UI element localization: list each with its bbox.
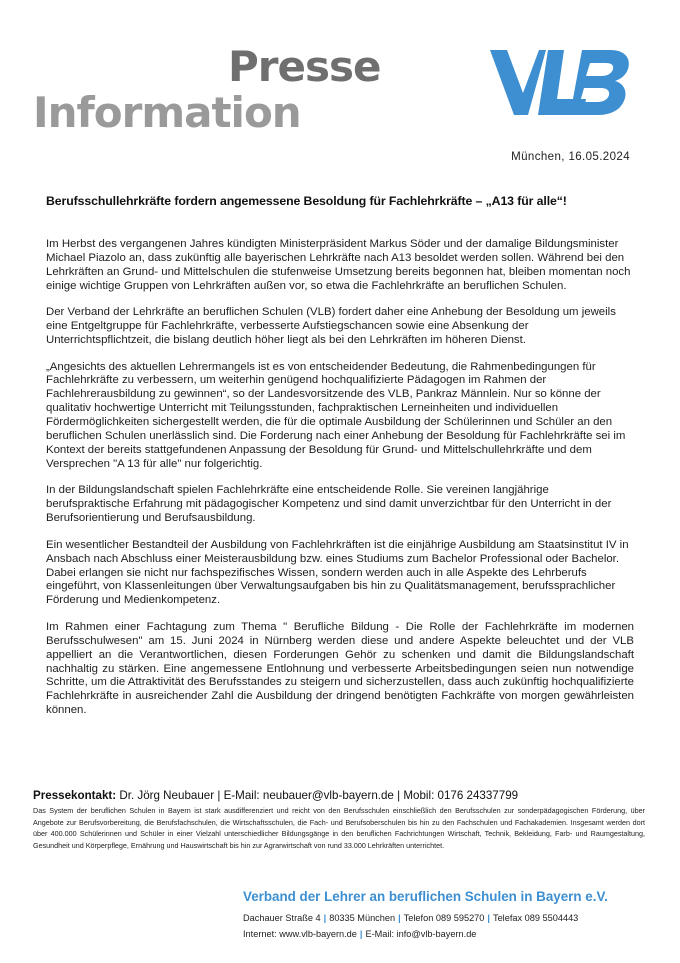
- contact-email[interactable]: E-Mail: neubauer@vlb-bayern.de: [223, 789, 394, 802]
- footer-org-name: Verband der Lehrer an beruflichen Schulen in Bayern e.V.: [243, 889, 608, 904]
- headline: Berufsschullehrkräfte fordern angemessene Besoldung für Fachlehrkräfte – „A13 für alle“!: [46, 194, 567, 208]
- footer-website[interactable]: Internet: www.vlb-bayern.de: [243, 929, 357, 939]
- contact-name: Dr. Jörg Neubauer: [119, 789, 215, 802]
- footer-fax: Telefax 089 5504443: [492, 913, 579, 923]
- paragraph-6: Im Rahmen einer Fachtagung zum Thema " Berufliche Bildung - Die Rolle der Fachlehrkräfte im modernen Berufsschulwesen" am 15. Juni 2024 in Nürnberg werden diese und andere Aspekte beleuchtet und der VLB appelliert an die Verantwortlichen, diesen Forderungen Gehör zu schenken und damit die Bildungslandschaft nachhaltig zu stärken. Eine angemessene Entlohnung und verbesserte Arbeitsbedingungen seien nun notwendige Schritte, um die Attraktivität des Berufsstandes zu steigern und sicherzustellen, dass auch zukünftig hochqualifizierte Fachlehrkräfte in ausreichender Zahl die Ausbildung der dringend benötigten Fachkräfte von morgen gewährleisten können.: [46, 620, 634, 717]
- press-contact: [33, 789, 645, 802]
- contact-separator: |: [397, 789, 404, 802]
- paragraph-1: Im Herbst des vergangenen Jahres kündigten Ministerpräsident Markus Söder und der damalige Bildungsminister Michael Piazolo an, dass zukünftig alle bayerischen Lehrkräfte nach A13 besoldet werden sollen. Während bei den Lehrkräften an Grund- und Mittelschulen die stufenweise Umsetzung bereits begonnen hat, bleiben momentan noch einige wichtige Gruppen von Lehrkräften außen vor, so etwa die Fachlehrkräfte an beruflichen Schulen.: [46, 238, 631, 292]
- footer-address-line: [243, 913, 578, 923]
- footer-separator: |: [323, 913, 327, 923]
- paragraph-4: In der Bildungslandschaft spielen Fachlehrkräfte eine entscheidende Rolle. Sie vereinen langjährige berufspraktische Erfahrung mit pädagogischer Kompetenz und sind damit unverzichtbar für den Unterricht in der Berufsorientierung und Berufsausbildung.: [46, 484, 612, 525]
- body-text: [46, 238, 634, 731]
- footer-separator: |: [359, 929, 363, 939]
- footer-street: Dachauer Straße 4: [243, 913, 321, 923]
- footer-email[interactable]: E-Mail: info@vlb-bayern.de: [365, 929, 477, 939]
- footer-separator: |: [487, 913, 490, 923]
- header-presse: Presse: [228, 42, 381, 91]
- footer-phone: Telefon 089 595270: [403, 913, 485, 923]
- organization-description: Das System der beruflichen Schulen in Bayern ist stark ausdifferenziert und reicht von den Berufsschulen einschließlich den Berufsschulen zur sonderpädagogischen Förderung, über Angebote zur Berufsvorbereitung, die Berufsfachschulen, die Wirtschaftsschulen, die Fach- und Berufsoberschulen bis hin zu den Fachschulen und Fachakademien. Insgesamt werden dort über 400.000 Schülerinnen und Schüler in einer Vielzahl unterschiedlicher Bildungsgänge in den beruflichen Fachrichtungen Wirtschaft, Technik, Bekleidung, Farb- und Raumgestaltung, Gesundheit und Körperpflege, Ernährung und Hauswirtschaft bis hin zur Agrarwirtschaft von rund 33.000 Lehrkräften unterrichtet.: [33, 806, 645, 850]
- footer-separator: |: [398, 913, 401, 923]
- paragraph-5: Ein wesentlicher Bestandteil der Ausbildung von Fachlehrkräften ist die einjährige Ausbildung am Staatsinstitut IV in Ansbach nach Abschluss einer Meisterausbildung bzw. eines Studiums zum Bachelor Professional oder Bachelor. Dabei erlangen sie nicht nur fachspezifisches Wissen, sondern werden auch in alle Aspekte des Lehrberufs eingeführt, von Klassenleitungen über Verwaltungsaufgaben bis hin zu Qualitätsmanagement, berufssprachlicher Förderung und Medienkompetenz.: [46, 538, 629, 607]
- footer-web-line: [243, 929, 476, 939]
- contact-label: Pressekontakt:: [33, 789, 117, 802]
- vlb-logo: [490, 50, 630, 115]
- paragraph-3: „Angesichts des aktuellen Lehrermangels ist es von entscheidender Bedeutung, die Rahmenbedingungen für Fachlehrkräfte zu verbessern, um weiterhin genügend hochqualifizierte Pädagogen im Rahmen der Fachlehrerausbildung zu gewinnen“, so der Landesvorsitzende des VLB, Pankraz Männlein. Nur so könne der qualitativ hochwertige Unterricht mit Teilungsstunden, fachpraktischen Lerneinheiten und individuellen Fördermöglichkeiten sichergestellt werden, die für die optimale Ausbildung der Schülerinnen und Schüler an den beruflichen Schulen unerlässlich sind. Die Forderung nach einer Anhebung der Besoldung für Fachlehrkräfte sei im Kontext der bereits stattgefundenen Anpassung der Besoldung für Grund- und Mittelschullehrkräfte und dem Versprechen "A 13 für alle" nur folgerichtig.: [46, 360, 626, 470]
- release-date: München, 16.05.2024: [511, 151, 630, 163]
- contact-mobile: Mobil: 0176 24337799: [403, 789, 519, 802]
- paragraph-2: Der Verband der Lehrkräfte an beruflichen Schulen (VLB) fordert daher eine Anhebung der Besoldung um jeweils eine Entgeltgruppe für Fachlehrkräfte, verbesserte Aufstiegschancen sowie eine Absenkung der Unterrichtspflichtzeit, die bislang deutlich höher liegt als bei den Lehrkräften im höheren Dienst.: [46, 306, 616, 347]
- header-information: Information: [33, 88, 301, 137]
- footer-city: 80335 München: [329, 913, 396, 923]
- contact-separator: |: [217, 789, 224, 802]
